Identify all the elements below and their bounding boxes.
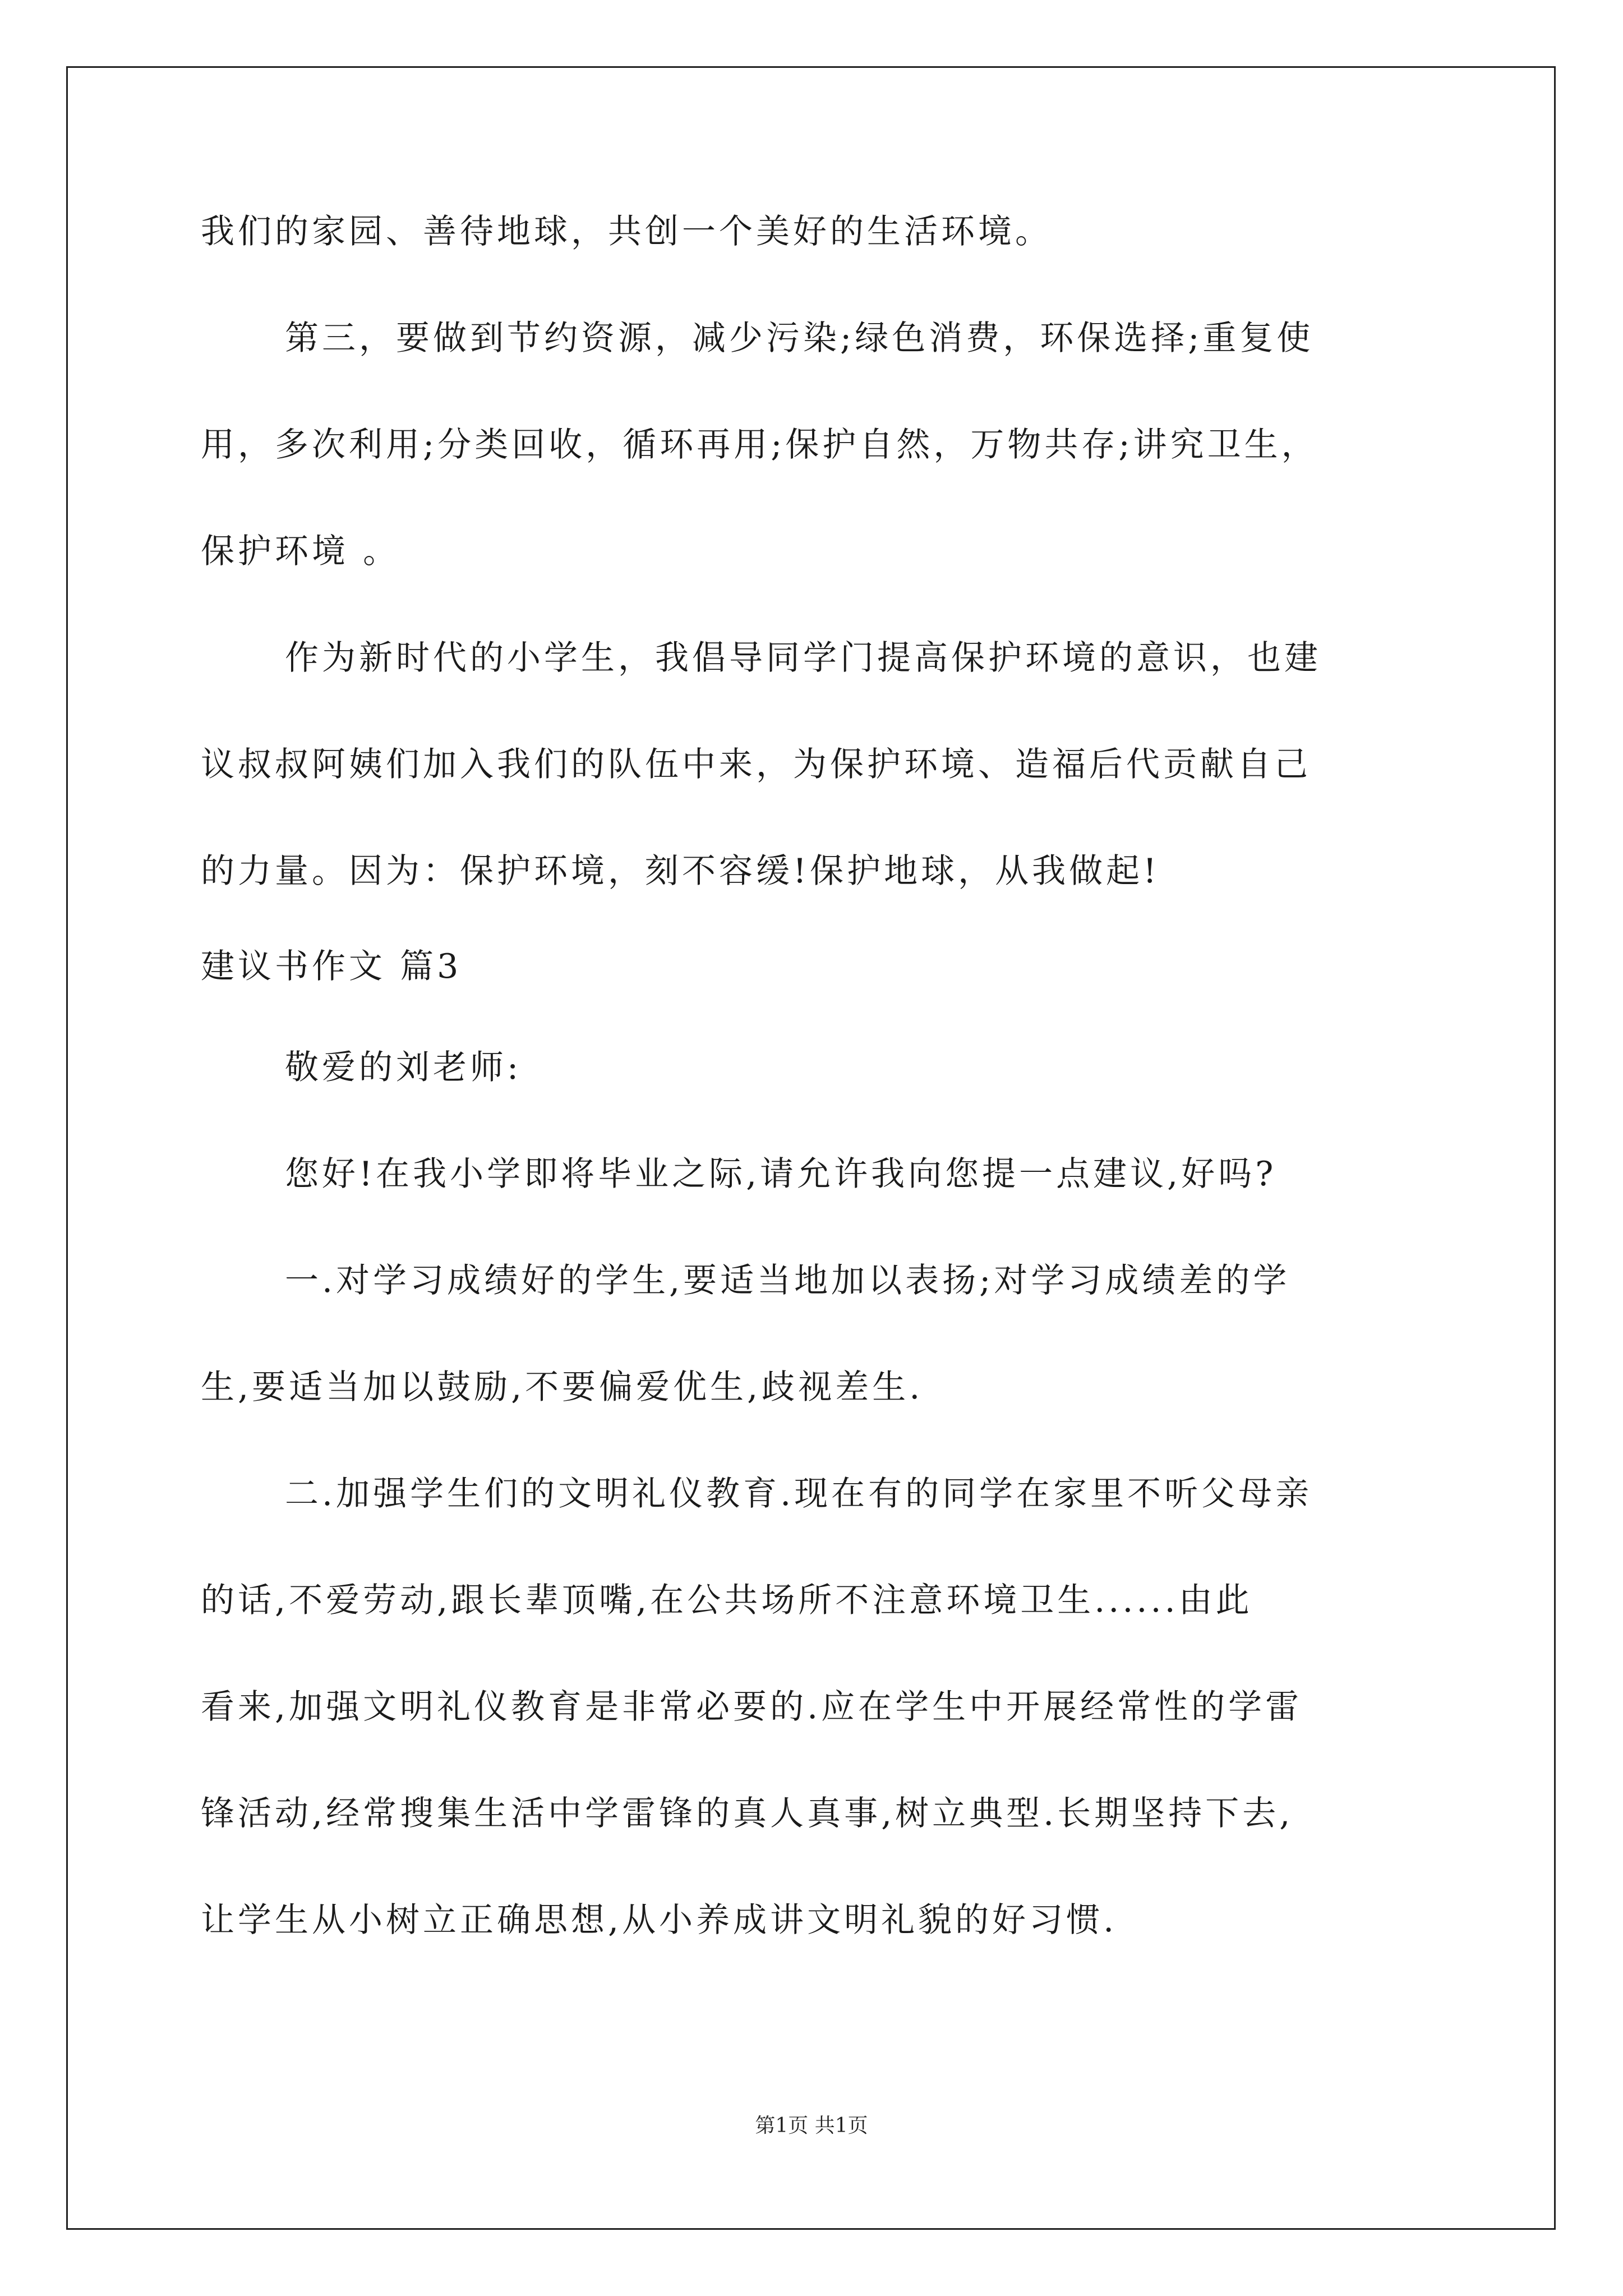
text-line: 作为新时代的小学生，我倡导同学门提高保护环境的意识，也建 — [285, 638, 1321, 678]
text-line: 的力量。因为：保护环境，刻不容缓!保护地球，从我做起! — [201, 852, 1160, 891]
salutation: 敬爱的刘老师: — [285, 1048, 522, 1087]
text-line: 用，多次利用;分类回收，循环再用;保护自然，万物共存;讲究卫生， — [201, 425, 1318, 464]
text-line: 您好!在我小学即将毕业之际,请允许我向您提一点建议,好吗? — [285, 1154, 1277, 1194]
text-line: 生,要适当加以鼓励,不要偏爱优生,歧视差生. — [201, 1368, 924, 1407]
text-line: 我们的家园、善待地球，共创一个美好的生活环境。 — [201, 212, 1052, 251]
text-line: 二.加强学生们的文明礼仪教育.现在有的同学在家里不听父母亲 — [285, 1474, 1313, 1513]
text-line: 保护环境 。 — [201, 532, 400, 571]
text-line: 锋活动,经常搜集生活中学雷锋的真人真事,树立典型.长期坚持下去, — [201, 1794, 1294, 1833]
page-footer: 第1页 共1页 — [755, 2114, 868, 2137]
text-line: 看来,加强文明礼仪教育是非常必要的.应在学生中开展经常性的学雷 — [201, 1687, 1303, 1727]
text-line: 一.对学习成绩好的学生,要适当地加以表扬;对学习成绩差的学 — [285, 1261, 1290, 1300]
text-line: 的话,不爱劳动,跟长辈顶嘴,在公共场所不注意环境卫生......由此 — [201, 1581, 1253, 1620]
text-line: 第三，要做到节约资源，减少污染;绿色消费，环保选择;重复使 — [285, 319, 1314, 358]
section-heading: 建议书作文 篇3 — [201, 947, 462, 986]
text-line: 让学生从小树立正确思想,从小养成讲文明礼貌的好习惯. — [201, 1901, 1118, 1940]
text-line: 议叔叔阿姨们加入我们的队伍中来，为保护环境、造福后代贡献自己 — [201, 745, 1311, 784]
